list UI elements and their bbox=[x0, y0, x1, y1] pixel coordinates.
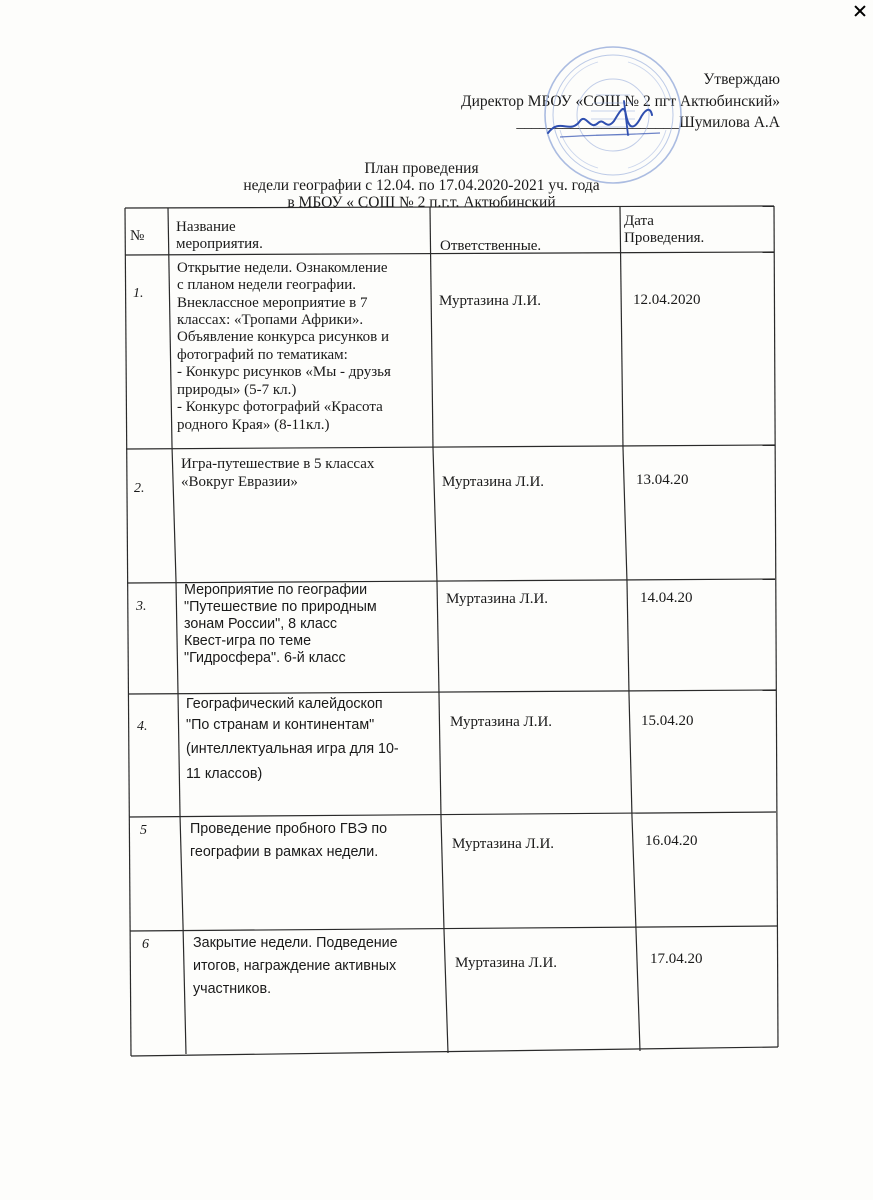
header-date-l1: Дата bbox=[624, 213, 654, 229]
approval-label: Утверждаю bbox=[703, 71, 780, 88]
row-6-date: 17.04.20 bbox=[650, 951, 703, 967]
row-2-event-line: Игра-путешествие в 5 классах bbox=[181, 456, 375, 472]
approval-signature-line: _____________________Шумилова А.А bbox=[516, 114, 780, 131]
row-2-date: 13.04.20 bbox=[636, 472, 689, 488]
row-4-date: 15.04.20 bbox=[641, 713, 694, 729]
row-2-event-line: «Вокруг Евразии» bbox=[181, 474, 298, 490]
header-responsible: Ответственные. bbox=[440, 238, 542, 254]
row-6-event-line: итогов, награждение активных bbox=[193, 958, 397, 974]
row-2-responsible: Муртазина Л.И. bbox=[442, 474, 545, 490]
header-event-name-l1: Название bbox=[176, 219, 236, 235]
row-3-event-line: "Путешествие по природным bbox=[184, 599, 377, 615]
header-number: № bbox=[130, 228, 145, 244]
row-6-responsible: Муртазина Л.И. bbox=[455, 955, 558, 971]
row-4-event-line: Географический калейдоскоп bbox=[186, 696, 383, 712]
row-1-event-line: Объявление конкурса рисунков и bbox=[177, 329, 390, 345]
row-5-event-line: географии в рамках недели. bbox=[190, 844, 379, 860]
plan-subtitle-dates: недели географии с 12.04. по 17.04.2020-2021 уч. года bbox=[243, 177, 600, 194]
row-1-date: 12.04.2020 bbox=[633, 292, 701, 308]
row-3-responsible: Муртазина Л.И. bbox=[446, 591, 549, 607]
header-event-name-l2: мероприятия. bbox=[176, 236, 263, 252]
row-1-event-line: - Конкурс рисунков «Мы - друзья bbox=[177, 364, 391, 380]
row-5-event-line: Проведение пробного ГВЭ по bbox=[190, 821, 388, 837]
row-1-event-line: фотографий по тематикам: bbox=[177, 347, 348, 363]
row-4-event-line: 11 классов) bbox=[186, 766, 263, 782]
row-4-responsible: Муртазина Л.И. bbox=[450, 714, 553, 730]
row-3-event-line: "Гидросфера". 6-й класс bbox=[184, 650, 346, 666]
director-signature bbox=[540, 95, 680, 145]
row-1-event-line: Внеклассное мероприятие в 7 bbox=[177, 295, 368, 311]
scan-corner-mark bbox=[853, 4, 867, 18]
row-1-event-line: Открытие недели. Ознакомление bbox=[177, 260, 388, 276]
row-5-number: 5 bbox=[140, 823, 147, 838]
row-1-number: 1. bbox=[133, 286, 144, 301]
row-4-event-line: (интеллектуальная игра для 10- bbox=[186, 741, 399, 757]
row-3-event-line: Квест-игра по теме bbox=[184, 633, 312, 649]
row-1-event-line: с планом недели географии. bbox=[177, 277, 357, 293]
row-3-date: 14.04.20 bbox=[640, 590, 693, 606]
row-4-number: 4. bbox=[137, 719, 148, 734]
plan-subtitle-school: в МБОУ « СОШ № 2 п.г.т. Актюбинский bbox=[287, 194, 556, 211]
row-2-number: 2. bbox=[134, 481, 145, 496]
row-6-event-line: участников. bbox=[193, 981, 272, 997]
header-date-l2: Проведения. bbox=[624, 230, 705, 246]
row-3-event-line: Мероприятие по географии bbox=[184, 582, 368, 598]
row-6-event-line: Закрытие недели. Подведение bbox=[193, 935, 398, 951]
row-1-event-line: классах: «Тропами Африки». bbox=[177, 312, 364, 328]
row-1-event-line: природы» (5-7 кл.) bbox=[177, 382, 297, 398]
row-3-event-line: зонам России", 8 класс bbox=[184, 616, 338, 632]
row-6-number: 6 bbox=[142, 937, 149, 952]
plan-title: План проведения bbox=[364, 160, 479, 177]
row-1-event-line: - Конкурс фотографий «Красота bbox=[177, 399, 383, 415]
row-4-event-line: "По странам и континентам" bbox=[186, 717, 375, 733]
row-5-date: 16.04.20 bbox=[645, 833, 698, 849]
approval-director-title: Директор МБОУ «СОШ № 2 пгт Актюбинский» bbox=[461, 93, 780, 110]
row-3-number: 3. bbox=[136, 599, 147, 614]
row-5-responsible: Муртазина Л.И. bbox=[452, 836, 555, 852]
row-1-responsible: Муртазина Л.И. bbox=[439, 293, 542, 309]
row-1-event-line: родного Края» (8-11кл.) bbox=[177, 417, 330, 433]
